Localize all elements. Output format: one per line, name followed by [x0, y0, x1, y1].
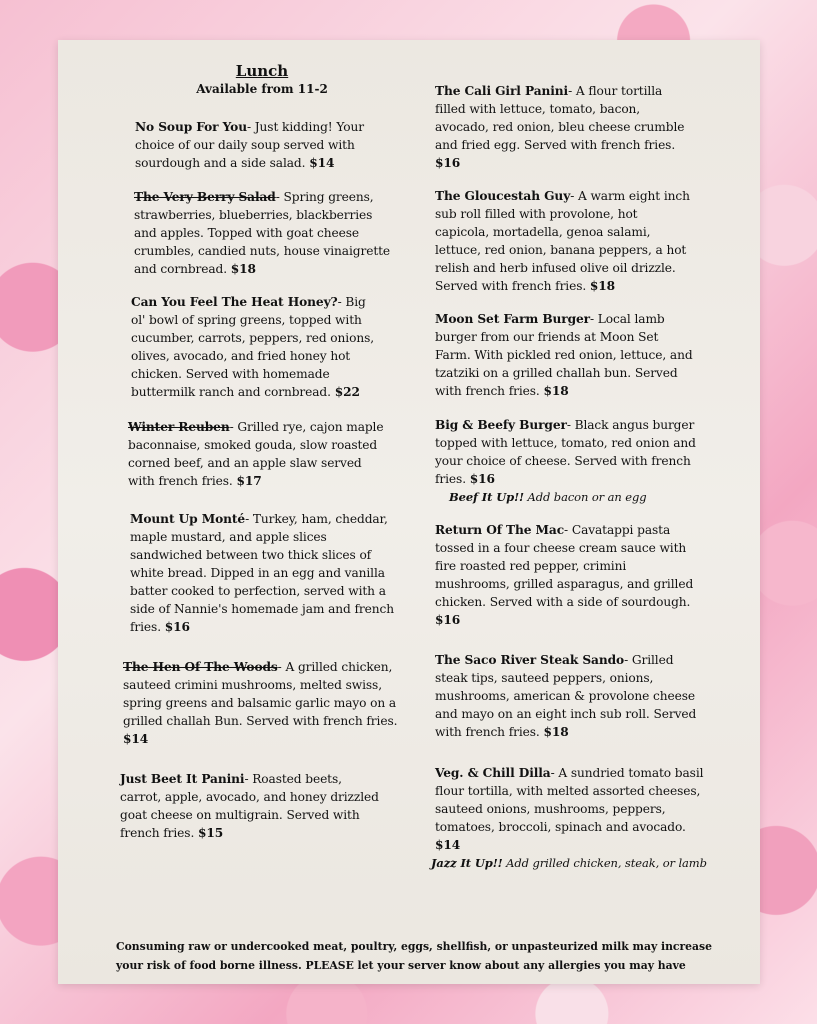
item-name: The Saco River Steak Sando [435, 653, 625, 667]
item-name: Moon Set Farm Burger [435, 312, 591, 326]
item-desc: - Local lamb burger from our friends at Moon Set Farm. With pickled red onion, lettuce, and tzatziki on a grilled challah bun. Served with french fries. [435, 312, 693, 398]
menu-item [435, 651, 697, 741]
item-price: $18 [230, 262, 256, 276]
note-title: Beef It Up!! [449, 490, 524, 504]
menu-item [435, 310, 693, 400]
item-price: $15 [198, 826, 224, 840]
item-desc: - Grilled steak tips, sauteed peppers, onions, mushrooms, american & provolone cheese and mayo on an eight inch sub roll. Served with french fries. [435, 653, 697, 739]
item-name: The Hen Of The Woods [123, 660, 278, 674]
menu-item [135, 118, 403, 172]
item-desc: - A flour tortilla filled with lettuce, tomato, bacon, avocado, red onion, bleu cheese crumble and fried egg. Served with french fries. [435, 84, 685, 152]
menu-item [435, 82, 695, 172]
item-name: Mount Up Monté [130, 512, 246, 526]
menu-item [435, 521, 697, 629]
item-price: $22 [334, 385, 360, 399]
item-desc: - A grilled chicken, sauteed crimini mushrooms, melted swiss, spring greens and balsamic garlic mayo on a grilled challah Bun. Served with french fries. [123, 660, 398, 728]
item-price: $16 [469, 472, 495, 486]
menu-item [123, 658, 398, 748]
item-name: Return Of The Mac [435, 523, 565, 537]
item-price: $16 [164, 620, 190, 634]
item-name: Just Beet It Panini [120, 772, 245, 786]
menu-header [131, 62, 393, 96]
item-price: $16 [435, 156, 461, 170]
item-desc: - Spring greens, strawberries, blueberries, blackberries and apples. Topped with goat cheese crumbles, candied nuts, house vinaigrette and cornbread. [134, 190, 391, 276]
item-name: No Soup For You [135, 120, 247, 134]
item-name: Big & Beefy Burger [435, 418, 567, 432]
menu-item [435, 187, 695, 295]
item-desc: - A sundried tomato basil flour tortilla, with melted assorted cheeses, sauteed onions, mushrooms, peppers, tomatoes, broccoli, spinach and avocado. [435, 766, 704, 834]
item-price: $16 [435, 613, 461, 627]
item-name: Veg. & Chill Dilla [435, 766, 551, 780]
item-name: The Cali Girl Panini [435, 84, 569, 98]
note-text: Add bacon or an egg [523, 490, 647, 504]
menu-item [131, 293, 379, 401]
item-price: $18 [543, 725, 569, 739]
menu-title: Lunch [235, 62, 289, 80]
item-price: $14 [435, 838, 461, 852]
add-on-note [431, 854, 707, 872]
menu-item [431, 764, 707, 872]
add-on-note [449, 488, 703, 506]
item-name: The Very Berry Salad [134, 190, 276, 204]
menu-item [120, 770, 380, 842]
item-price: $18 [543, 384, 569, 398]
note-text: Add grilled chicken, steak, or lamb [502, 856, 707, 870]
menu-item [128, 418, 390, 490]
allergy-disclaimer: Consuming raw or undercooked meat, poultry, eggs, shellfish, or unpasteurized milk may increase your risk of food borne illness. PLEASE let your server know about any allergies you may have [116, 940, 713, 972]
item-price: $18 [589, 279, 616, 293]
left-column [118, 40, 418, 840]
item-desc: - Turkey, ham, cheddar, maple mustard, and apple slices sandwiched between two thick slices of white bread. Dipped in an egg and vanilla batter cooked to perfection, served with a side of Nannie's homemade jam and french fries. [130, 512, 394, 634]
item-desc: - Black angus burger topped with lettuce, tomato, red onion and your choice of cheese. Served with french fries. [435, 418, 696, 486]
item-price: $14 [309, 156, 335, 170]
item-name: Winter Reuben [128, 420, 230, 434]
item-name: Can You Feel The Heat Honey? [131, 295, 338, 309]
item-name: The Gloucestah Guy [435, 189, 571, 203]
availability-text: Available from 11-2 [196, 82, 328, 96]
menu-item [130, 510, 396, 636]
menu-item [435, 416, 703, 506]
item-desc: - Big ol' bowl of spring greens, topped with cucumber, carrots, peppers, red onions, olives, avocado, and fried honey hot chicken. Served with homemade buttermilk ranch and cornbread. [131, 295, 375, 399]
item-desc: - Grilled rye, cajon maple baconnaise, smoked gouda, slow roasted corned beef, and an apple slaw served with french fries. [128, 420, 384, 488]
item-desc: - Roasted beets, carrot, apple, avocado, and honey drizzled goat cheese on multigrain. Served with french fries. [120, 772, 379, 840]
menu-card [58, 40, 760, 984]
note-title: Jazz It Up!! [431, 856, 503, 870]
item-desc: - Cavatappi pasta tossed in a four cheese cream sauce with fire roasted red pepper, crimini mushrooms, grilled asparagus, and grilled chicken. Served with a side of sourdough. [435, 523, 694, 609]
item-desc: - Just kidding! Your choice of our daily soup served with sourdough and a side salad. [135, 120, 364, 170]
item-price: $14 [123, 732, 149, 746]
menu-item [134, 188, 394, 278]
item-desc: - A warm eight inch sub roll filled with provolone, hot capicola, mortadella, genoa salami, lettuce, red onion, banana peppers, a hot relish and herb infused olive oil drizzle. Served with french fries. [435, 189, 690, 293]
item-price: $17 [236, 474, 262, 488]
